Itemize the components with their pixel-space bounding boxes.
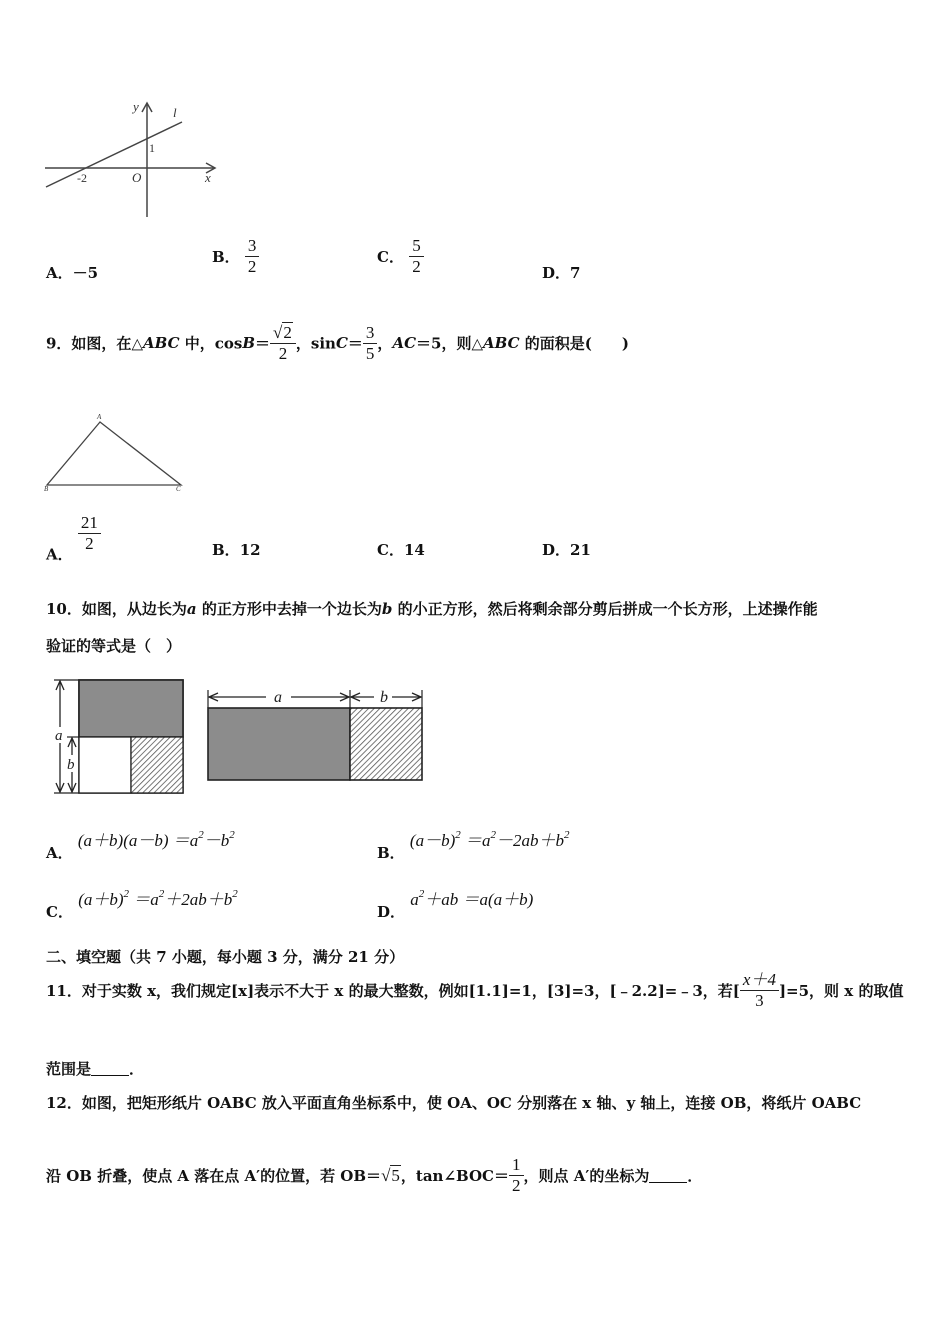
q9-option-a-den: 2: [85, 534, 94, 553]
q9-cos-den: 2: [278, 344, 288, 363]
q10-var-a: a: [186, 600, 197, 618]
q9-triangle-figure: [40, 408, 190, 493]
q8-option-d-label: D．: [542, 264, 571, 282]
q9-b: B: [242, 334, 256, 352]
q9-sin-text: ，sin: [295, 334, 336, 353]
q12-num: 1: [509, 1155, 524, 1176]
label-one: 1: [149, 141, 155, 155]
vertex-c: C: [176, 485, 181, 493]
q11-question-line1: [46, 970, 903, 1011]
label-a-left: a: [55, 728, 63, 744]
q10-option-a-label: A．: [46, 844, 73, 862]
q12-text-a: 沿 OB 折叠，使点 A 落在点 A′的位置，若 OB＝: [46, 1167, 382, 1185]
q10-question-line1: [46, 598, 818, 619]
q12-text-c: ，则点 A′的坐标为: [523, 1167, 650, 1185]
q9-ac: AC: [392, 334, 417, 352]
q9-option-a-label: A．: [46, 545, 73, 564]
q10-option-c-sup3: 2: [232, 888, 238, 900]
q9-cos-fraction: [270, 322, 296, 364]
q9-option-c[interactable]: [377, 539, 425, 560]
q10-option-b-sup3: 2: [564, 829, 570, 841]
q12-end: ．: [687, 1167, 703, 1185]
section-heading-fill-in: 二、填空题（共 7 小题，每小题 3 分，满分 21 分）: [46, 948, 405, 966]
q10-option-c-mid: ＝a: [129, 890, 159, 909]
q10-var-b: b: [381, 600, 393, 618]
q10-option-d-tail: ＋ab ＝a(a＋b): [424, 890, 534, 909]
q9-sin-fraction: [363, 323, 378, 364]
q9-option-d[interactable]: [542, 539, 591, 560]
q10-option-b[interactable]: [377, 826, 570, 863]
label-neg2: -2: [77, 171, 87, 185]
q9-option-a-num: 21: [78, 513, 101, 534]
q9-option-d-label: D．: [542, 541, 571, 559]
q10-option-a-expr-head: (a＋b)(a－b) ＝a: [77, 831, 199, 850]
q9-option-b[interactable]: [212, 539, 261, 560]
q9-option-b-value: 12: [239, 541, 261, 559]
q10-option-d-expr: [410, 890, 533, 909]
q9-abc-1: ABC: [142, 334, 180, 352]
q10-option-d[interactable]: [377, 885, 533, 922]
q11-answer-blank[interactable]: [91, 1061, 129, 1076]
left-gray-region: [79, 680, 183, 737]
q12-sqrt: √5: [381, 1166, 400, 1185]
q10-text-b: 的正方形中去掉一个边长为: [196, 600, 382, 618]
vertex-a: A: [97, 413, 102, 421]
q10-option-c-sup2: 2: [158, 888, 165, 900]
q12-answer-blank[interactable]: [649, 1168, 687, 1183]
q8-option-b-den: 2: [247, 257, 257, 276]
q8-option-c-fraction: [409, 236, 424, 277]
q9-abc-2: ABC: [483, 334, 520, 352]
q10-option-b-expr-head: (a－b): [409, 831, 456, 850]
q10-option-c-tail: ＋2ab＋b: [164, 890, 233, 909]
left-hatched-square: [131, 737, 183, 793]
q10-option-c-sup: 2: [123, 888, 130, 900]
q9-option-b-label: B．: [212, 541, 240, 559]
label-x: x: [205, 170, 211, 185]
q9-cos-num: √2: [270, 322, 296, 344]
q8-option-b[interactable]: [212, 236, 259, 277]
q9-c: C: [335, 334, 348, 352]
q9-rest2: 的面积是( ): [519, 334, 629, 353]
q8-option-c-num: 5: [409, 236, 424, 257]
label-origin: O: [132, 170, 142, 185]
q10-option-c-expr-head: (a＋b): [78, 890, 124, 909]
q10-option-b-sup: 2: [455, 829, 461, 841]
q11-fraction: [740, 970, 779, 1011]
q12-text-b: ，tan∠BOC＝: [400, 1167, 509, 1185]
label-a-top: a: [274, 689, 282, 706]
q9-comma: ，: [377, 334, 393, 353]
q11-question-line2: [46, 1058, 144, 1079]
q8-option-d[interactable]: [542, 262, 580, 283]
q8-graph: [40, 95, 230, 225]
q11-line2-text: 范围是: [46, 1060, 92, 1078]
q12-den: 2: [512, 1176, 521, 1195]
q9-sqrt-radicand: 2: [283, 323, 292, 342]
right-hatched-region: [350, 708, 422, 780]
q12-sqrt-radicand: 5: [391, 1166, 400, 1185]
q9-sin-den: 5: [365, 343, 375, 363]
q8-option-c[interactable]: [377, 236, 424, 277]
q11-den: 3: [755, 991, 764, 1010]
q10-option-a-sup: 2: [198, 829, 204, 841]
q10-figure: [48, 672, 428, 802]
q10-option-b-expr: [410, 831, 570, 850]
q10-option-b-sup2: 2: [490, 829, 496, 841]
q9-prefix: 9．如图，在△: [46, 334, 143, 353]
q10-option-b-mid: ＝a: [460, 831, 491, 850]
q8-option-d-value: 7: [570, 264, 581, 282]
triangle-abc: [47, 422, 181, 485]
label-l: l: [173, 105, 177, 120]
q10-option-a-sup2: 2: [229, 829, 235, 841]
label-b-top: b: [380, 689, 388, 706]
q9-eq2: ＝: [347, 334, 363, 353]
q10-text-a: 10．如图，从边长为: [46, 600, 187, 618]
q12-fraction: [509, 1155, 524, 1196]
q10-option-c[interactable]: [46, 885, 238, 922]
left-white-region: [79, 737, 131, 793]
q10-option-d-label: D．: [377, 903, 406, 921]
q10-option-a-tail: －b: [203, 831, 230, 850]
label-y: y: [133, 99, 139, 114]
q8-option-b-fraction: [245, 236, 260, 277]
label-b-left: b: [67, 757, 75, 773]
q11-end: ．: [129, 1060, 145, 1078]
q10-option-a-expr: [78, 831, 235, 850]
q12-question-line1: 12．如图，把矩形纸片 OABC 放入平面直角坐标系中，使 OA、OC 分别落在 x 轴、y 轴上，连接 OB，将纸片 OABC: [46, 1094, 862, 1112]
q10-option-b-label: B．: [377, 844, 405, 862]
q8-option-b-label: B．: [212, 248, 240, 266]
q10-option-a[interactable]: [46, 826, 235, 863]
right-gray-region: [208, 708, 350, 780]
vertex-b: B: [44, 485, 49, 493]
q12-question-line2: [46, 1155, 702, 1196]
q8-option-c-den: 2: [412, 257, 421, 276]
q10-option-d-expr-head: a: [410, 890, 419, 909]
q9-sin-num: 3: [363, 323, 378, 344]
q8-option-c-label: C．: [377, 248, 404, 266]
q8-option-a-label: A．: [46, 264, 73, 282]
q9-option-c-label: C．: [377, 541, 404, 559]
q11-num: x＋4: [740, 970, 779, 991]
q10-option-c-expr: [78, 890, 238, 909]
q8-option-a[interactable]: [46, 262, 98, 283]
line-l: [46, 122, 182, 187]
q10-text-c: 的小正方形，然后将剩余部分剪后拼成一个长方形，上述操作能: [392, 600, 818, 618]
q10-question-line2: 验证的等式是（ ）: [46, 637, 182, 655]
q10-option-d-sup: 2: [418, 888, 425, 900]
q11-text2: ]=5，则 x 的取值: [778, 982, 904, 1000]
q10-option-c-label: C．: [46, 903, 73, 921]
q9-option-c-value: 14: [403, 541, 425, 559]
q9-rest1: ＝5，则△: [416, 334, 483, 353]
q11-text1: 11．对于实数 x，我们规定[x]表示不大于 x 的最大整数，例如[1.1]=1，[3]=3，[﹣2.2]=﹣3，若[: [46, 982, 740, 1000]
q8-option-a-value: －5: [72, 264, 99, 282]
q9-option-d-value: 21: [570, 541, 591, 559]
q8-option-b-num: 3: [245, 236, 260, 257]
q9-eq1: ＝: [255, 334, 271, 353]
q9-option-a[interactable]: [46, 513, 101, 565]
q9-option-a-fraction: [78, 513, 101, 554]
q9-mid1: 中，cos: [179, 334, 243, 353]
q10-option-b-tail: －2ab＋b: [496, 831, 564, 850]
q9-question: [46, 322, 629, 364]
